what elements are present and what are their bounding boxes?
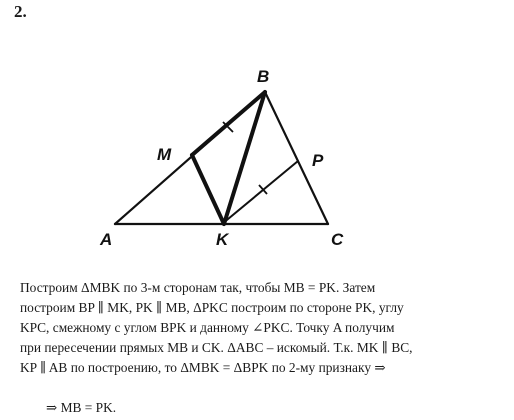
solution-text — [20, 278, 498, 378]
label-C: C — [331, 230, 344, 249]
conclusion-text: ⇒ MB = PK. — [46, 400, 117, 415]
solution-line: KP ∥ AB по построению, то ΔMBK = ΔBPK по 2-му признаку ⇒ — [20, 360, 386, 375]
label-P: P — [312, 151, 324, 170]
solution-line: Построим ΔMBK по 3-м сторонам так, чтобы MB = PK. Затем — [20, 280, 376, 295]
label-M: M — [157, 145, 172, 164]
label-K: K — [216, 230, 229, 249]
segment-MK — [192, 155, 224, 224]
problem-number: 2. — [14, 2, 27, 21]
solution-line: при пересечении прямых MB и CK. ΔABC – искомый. Т.к. MK ∥ BC, — [20, 340, 413, 355]
label-B: B — [257, 67, 270, 86]
label-A: A — [100, 230, 113, 249]
solution-line: KPC, смежному с углом BPK и данному ∠PKC. Точку A получим — [20, 320, 395, 335]
solution-line: построим BP ∥ MK, PK ∥ MB, ΔPKC построим по стороне PK, углу — [20, 300, 404, 315]
